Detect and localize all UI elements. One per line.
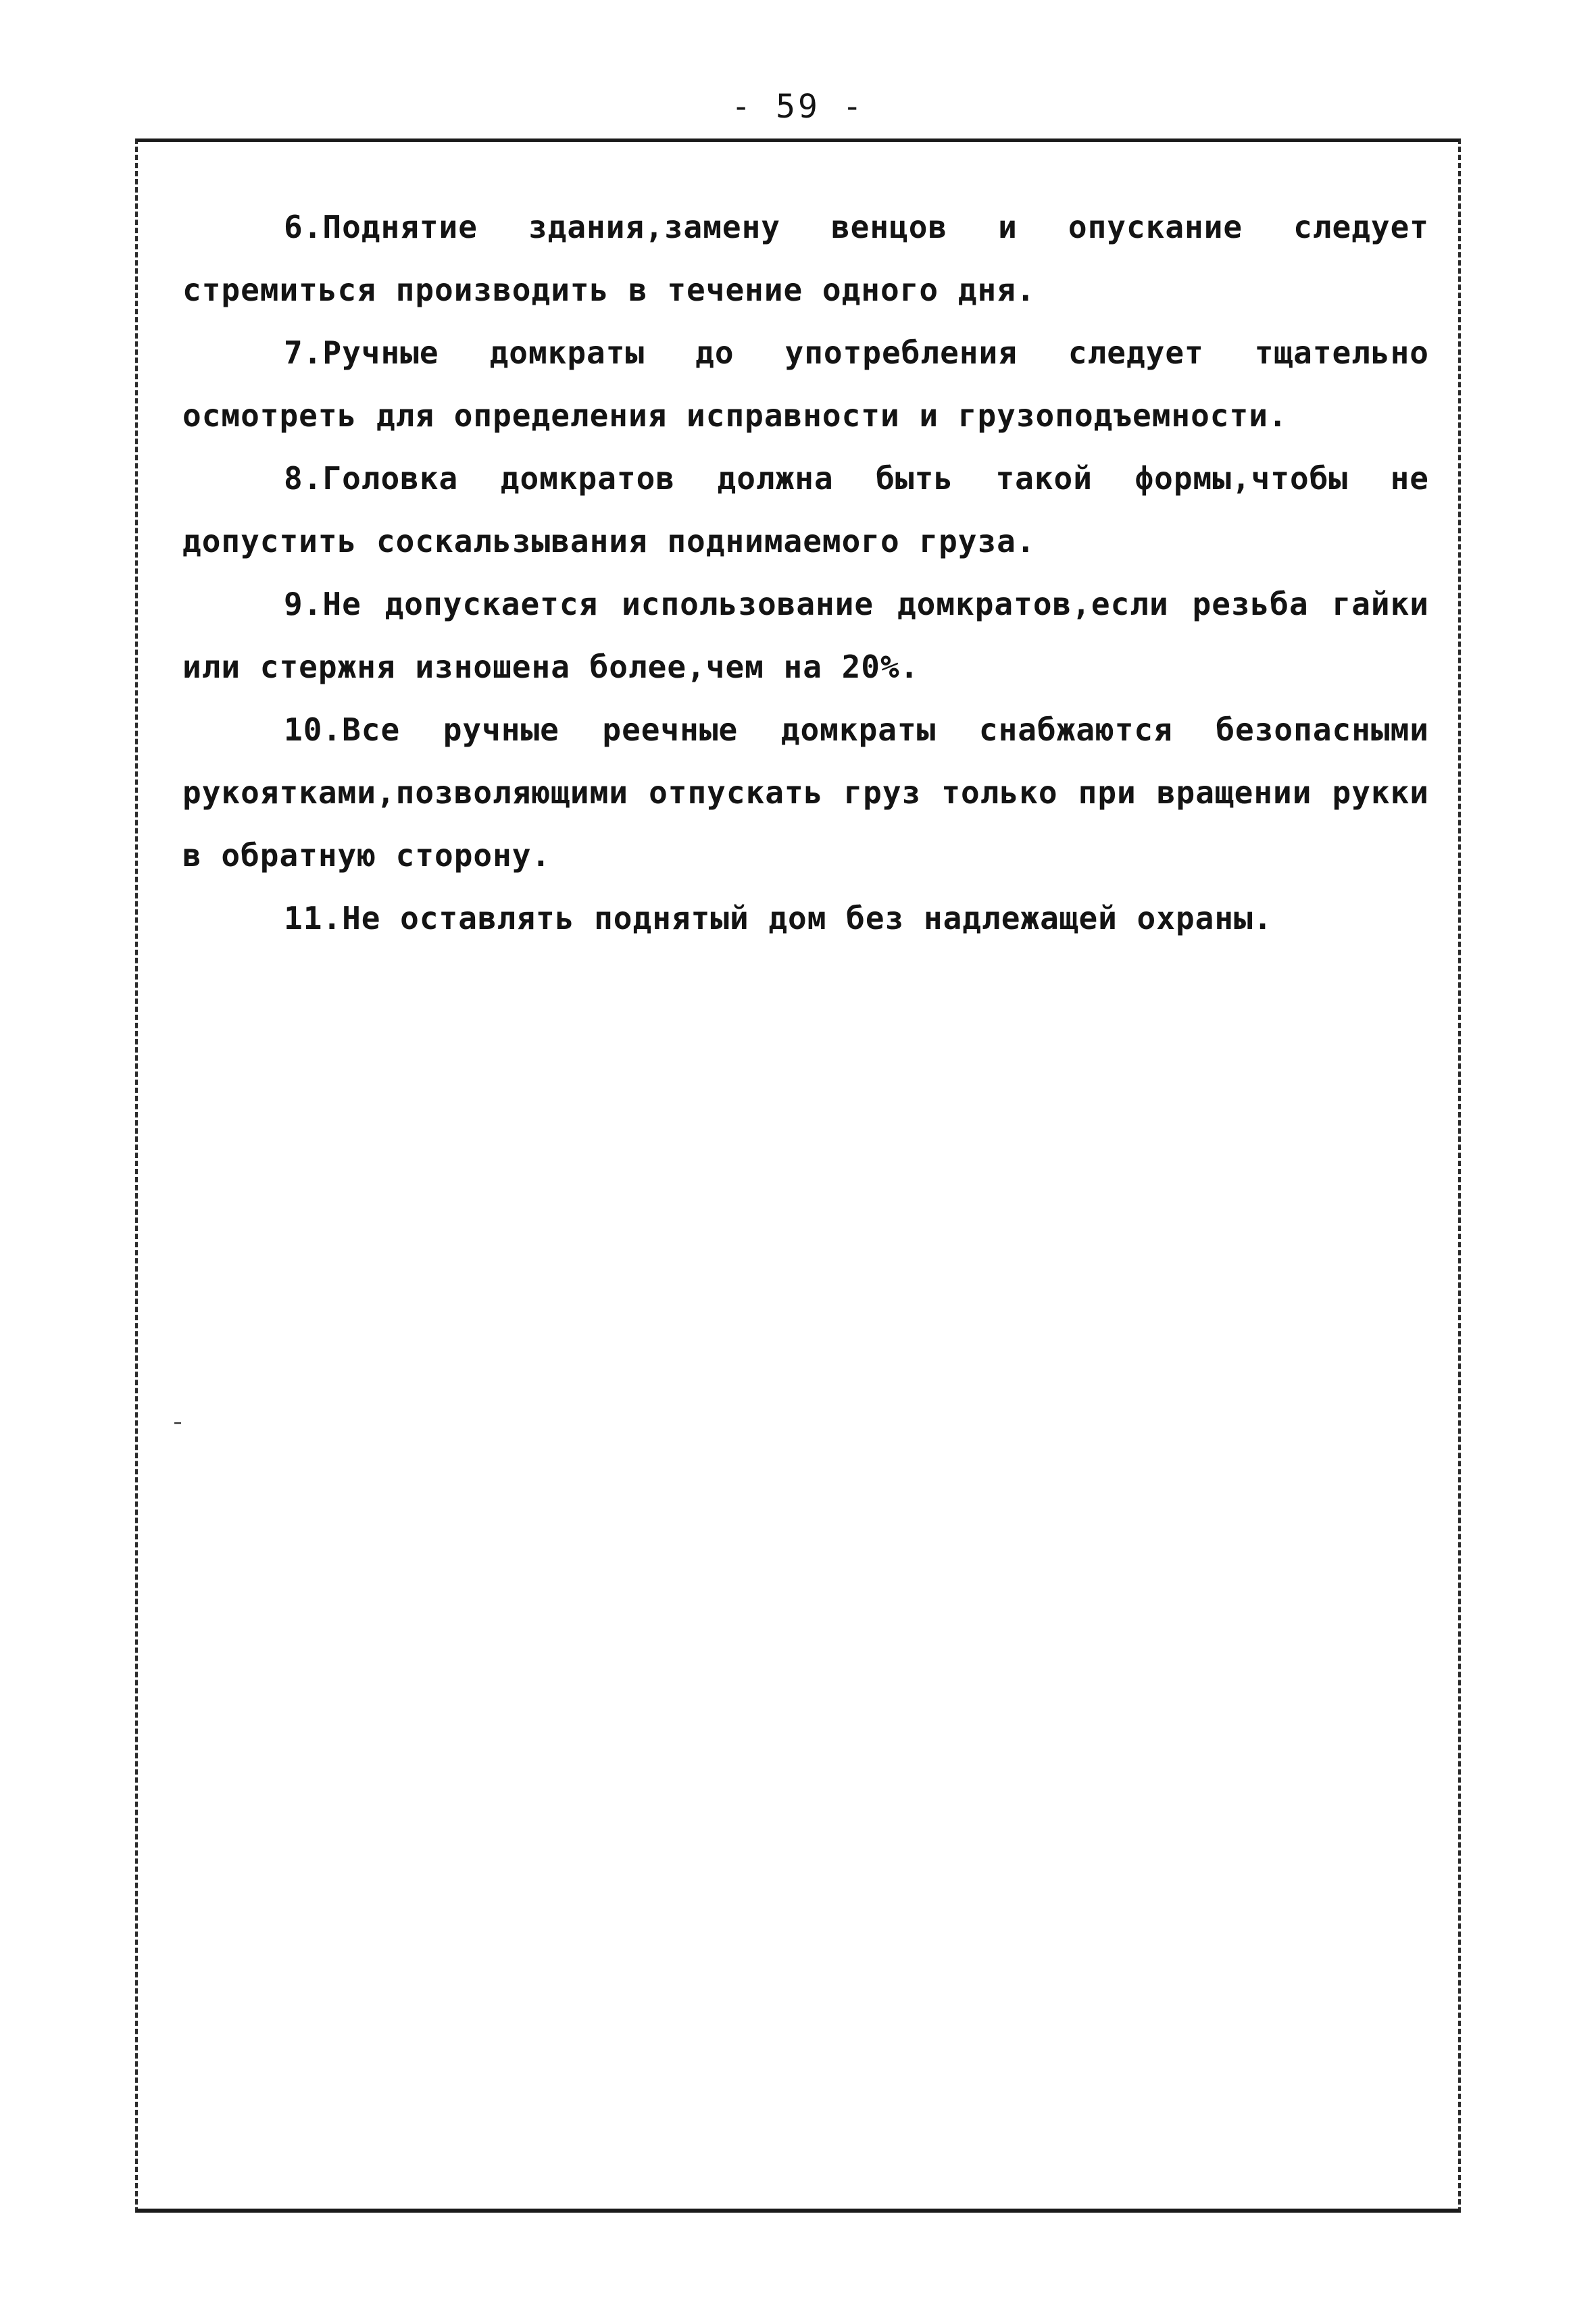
paragraph-9: 9.Не допускается использование домкратов,если резьба гайки или стержня изношена более,чем на 20%. (182, 586, 1429, 685)
paragraph-8: 8.Головка домкратов должна быть такой формы,чтобы не допустить соскальзывания поднимаемого груза. (182, 460, 1429, 559)
document-body (182, 196, 1429, 950)
paragraph-7: 7.Ручные домкраты до употребления следует тщательно осмотреть для определения исправности и грузоподъемности. (182, 334, 1429, 434)
margin-mark (174, 1422, 181, 1424)
paragraph-6: 6.Поднятие здания,замену венцов и опускание следует стремиться производить в течение одного дня. (182, 209, 1429, 308)
page-number: - 59 - (731, 88, 865, 126)
paragraph-10: 10.Все ручные реечные домкраты снабжаются безопасными рукоятками,позволяющими отпускать груз только при вращении рукки в обратную сторону. (182, 711, 1429, 874)
paragraph-11: 11.Не оставлять поднятый дом без надлежащей охраны. (284, 900, 1273, 936)
